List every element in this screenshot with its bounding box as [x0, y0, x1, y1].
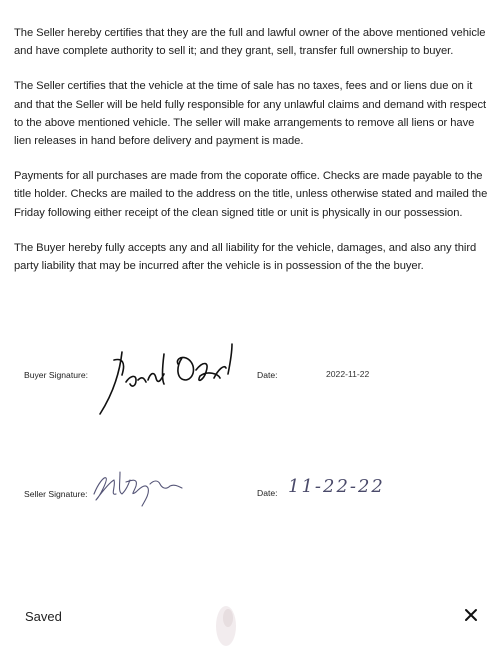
contract-body: [14, 24, 488, 292]
paragraph-liens: The Seller certifies that the vehicle at the time of sale has no taxes, fees and or liens due on it and that the Seller will be held fully responsible for any unlawful claims and demand with respect to the above mentioned vehicle. The seller will make arrangements to remove all liens or have lien releases in hand before delivery and payment is made.: [14, 80, 487, 148]
seller-signature-label: Seller Signature:: [24, 489, 88, 499]
paragraph-buyer-liability: The Buyer hereby fully accepts any and all liability for the vehicle, damages, and also any third party liability that may be incurred after the vehicle is in possession of the the buyer.: [14, 241, 477, 273]
scan-smudge: [198, 596, 244, 647]
close-icon[interactable]: [462, 606, 480, 624]
saved-status: Saved: [25, 609, 62, 624]
seller-date-label: Date:: [257, 488, 278, 498]
buyer-signature: [92, 340, 242, 420]
paragraph-payments: Payments for all purchases are made from the coporate office. Checks are made payable to the title holder. Checks are mailed to the address on the title, unless otherwise stated and mailed the Friday following either receipt of the clean signed title or unit is physically in our possession.: [14, 170, 488, 219]
seller-signature: [86, 466, 196, 508]
buyer-date-label: Date:: [257, 370, 278, 380]
buyer-date-value: 2022-11-22: [326, 369, 370, 379]
paragraph-ownership: The Seller hereby certifies that they are the full and lawful owner of the above mentioned vehicle and have complete authority to sell it; and they grant, sell, transfer full ownership to buyer.: [14, 27, 486, 58]
buyer-signature-label: Buyer Signature:: [24, 370, 89, 380]
seller-handwritten-date: 11-22-22: [288, 476, 385, 497]
